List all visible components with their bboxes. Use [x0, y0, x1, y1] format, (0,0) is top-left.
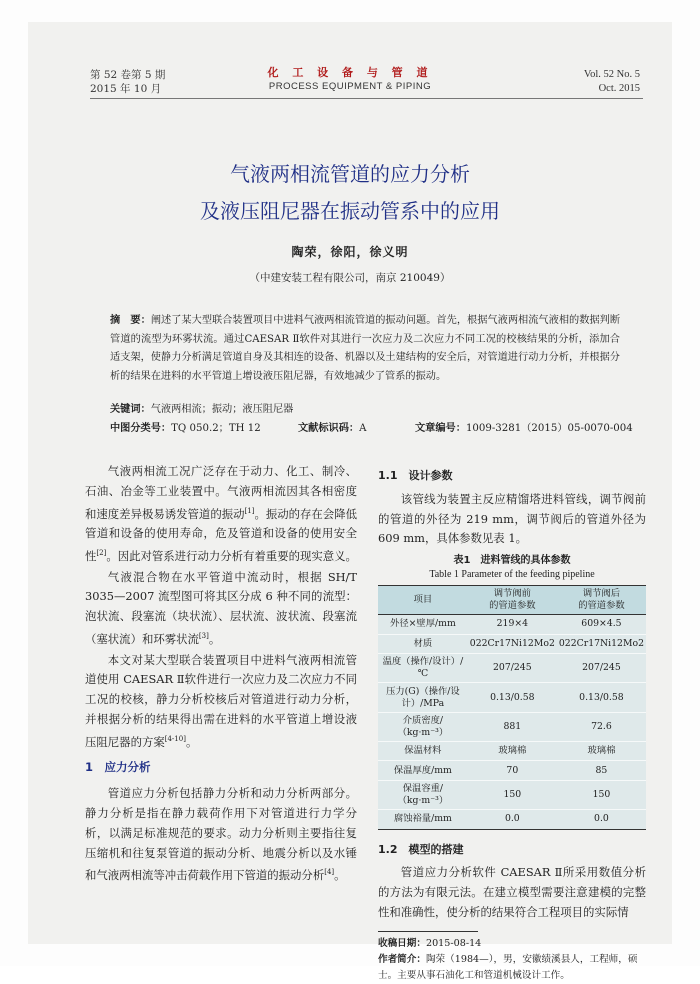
paragraph-stress-analysis [85, 784, 357, 886]
table-cell: 85 [557, 761, 646, 780]
paragraph-model: 管道应力分析软件 CAESAR Ⅱ所采用数值分析的方法为有限元法。在建立模型需要注意建模的完整性和准确性，使分析的结果符合工程项目的实际情 [378, 865, 646, 919]
table-cell: 207/245 [468, 653, 557, 682]
table-cell: 保温容重/（kg·m⁻³） [378, 780, 468, 809]
section-heading-1: 1 应力分析 [85, 760, 151, 775]
table-row [378, 615, 646, 634]
table-cell: 022Cr17Ni12Mo2 [468, 634, 557, 653]
table-cell: 材质 [378, 634, 468, 653]
header-volume-en [584, 68, 640, 96]
clc-value: TQ 050.2；TH 12 [171, 423, 261, 434]
citation: [3] [198, 631, 209, 640]
table-cell: 0.0 [557, 810, 646, 829]
table-cell: 保温材料 [378, 742, 468, 761]
footnote-divider [378, 931, 478, 932]
section-heading-1-1: 1.1 设计参数 [378, 469, 453, 482]
table-cell: 外径×壁厚/mm [378, 615, 468, 634]
affiliation: （中建安装工程有限公司，南京 210049） [249, 272, 451, 284]
text-run: 气液混合物在水平管道中流动时，根据 SH/T 3035—2007 流型图可将其区分成 6 种不同的流型：泡状流、段塞流（块状流）、层状流、波状流、段塞流（塞状流）和环雾状流 [85, 569, 357, 646]
section-heading-1-2: 1.2 模型的搭建 [378, 842, 464, 856]
table-header-before-valve: 调节阀前 的管道参数 [468, 586, 557, 615]
header-divider [90, 98, 643, 99]
art-label: 文章编号： [415, 423, 466, 434]
footnote-author [378, 952, 646, 984]
table-cell: 72.6 [557, 712, 646, 741]
doc-code [298, 419, 366, 434]
table-caption-en: Table 1 Parameter of the feeding pipeline [429, 569, 595, 581]
keywords [110, 400, 293, 415]
citation: [4] [324, 868, 335, 877]
text-run: 。 [208, 631, 221, 646]
paragraph-intro-3 [85, 651, 357, 753]
table-row [378, 810, 646, 829]
table-row [378, 634, 646, 653]
citation: [4-10] [164, 734, 186, 743]
volume-cn: 第 52 卷第 5 期 [90, 69, 166, 81]
paragraph-intro-2 [85, 568, 357, 650]
journal-title-en: PROCESS EQUIPMENT & PIPING [268, 81, 432, 92]
abstract-label: 摘 要： [110, 315, 151, 326]
table-cell: 介质密度/（kg·m⁻³） [378, 712, 468, 741]
table-caption [378, 554, 646, 582]
table-cell: 881 [468, 712, 557, 741]
table-header-row [378, 586, 646, 615]
table-cell: 150 [468, 780, 557, 809]
text-run: 。 [185, 734, 198, 749]
received-label: 收稿日期： [378, 937, 426, 949]
article-number [415, 419, 633, 434]
table-cell: 保温厚度/mm [378, 761, 468, 780]
text-run: 气液两相流工况广泛存在于动力、化工、制冷、石油、冶金等工业装置中。气液两相流因其各相密度和速度差异极易诱发管道的振动 [85, 464, 357, 521]
parameter-table [378, 585, 646, 829]
table-cell: 022Cr17Ni12Mo2 [557, 634, 646, 653]
table-row [378, 742, 646, 761]
date-en: Oct. 2015 [598, 83, 640, 94]
clc-label: 中图分类号： [110, 423, 172, 434]
clc-number [110, 419, 261, 434]
left-column [85, 462, 357, 887]
table-cell: 150 [557, 780, 646, 809]
table-row [378, 653, 646, 682]
text-run: 管道应力分析包括静力分析和动力分析两部分。静力分析是指在静力载荷作用下对管道进行力学分析，以满足标准规范的要求。动力分析则主要指往复压缩机和往复泵管道的振动分析、地震分析以及水锤和气液两相流等冲击荷载作用下管道的振动分析 [85, 786, 357, 883]
journal-title-cn: 化 工 设 备 与 管 道 [267, 66, 433, 79]
paper-title-line1: 气液两相流管道的应力分析 [230, 162, 470, 186]
table-row [378, 712, 646, 741]
right-column [378, 466, 646, 984]
keywords-label: 关键词： [110, 404, 151, 415]
doc-label: 文献标识码： [298, 423, 360, 434]
paragraph-intro-1 [85, 462, 357, 567]
keywords-text: 气液两相流；振动；液压阻尼器 [150, 404, 294, 415]
table-row [378, 780, 646, 809]
citation: [1] [244, 506, 255, 515]
doc-value: A [359, 423, 367, 434]
table-cell: 腐蚀裕量/mm [378, 810, 468, 829]
table-row [378, 683, 646, 712]
table-header-item: 项目 [378, 586, 468, 615]
volume-en: Vol. 52 No. 5 [583, 69, 640, 80]
table-cell: 219×4 [468, 615, 557, 634]
table-cell: 温度（操作/设计）/℃ [378, 653, 468, 682]
table-cell: 0.0 [468, 810, 557, 829]
footnote-received [378, 936, 646, 952]
table-caption-cn: 表1 进料管线的具体参数 [453, 555, 571, 567]
table-cell: 玻璃棉 [468, 742, 557, 761]
table-cell: 0.13/0.58 [557, 683, 646, 712]
table-cell: 70 [468, 761, 557, 780]
table-cell: 609×4.5 [557, 615, 646, 634]
received-date: 2015-08-14 [425, 937, 482, 949]
text-run: 。 [334, 868, 346, 883]
paper-title-line2: 及液压阻尼器在振动管系中的应用 [200, 199, 500, 223]
table-cell: 玻璃棉 [557, 742, 646, 761]
abstract-text: 阐述了某大型联合装置项目中进料气液两相流管道的振动问题。首先，根据气液两相流气液相的数据判断管道的流型为环雾状流。通过CAESAR Ⅱ软件对其进行一次应力及二次应力不同工况的校核结果的分析，添加合适支架，使静力分析满足管道自身及其相连的设备、机器以及土建结构的安全后，对管道进行动力分析，并根据分析的结果在进料的水平管道上增设液压阻尼器，有效地减少了管系的振动。 [110, 315, 621, 382]
table-cell: 0.13/0.58 [468, 683, 557, 712]
date-cn: 2015 年 10 月 [90, 83, 162, 95]
table-row [378, 761, 646, 780]
art-value: 1009-3281（2015）05-0070-004 [465, 423, 633, 434]
author-bio-label: 作者简介： [378, 953, 426, 965]
author-bio-text: 陶荣（1984—），男，安徽绩溪县人，工程师，硕士。主要从事石油化工和管道机械设计工作。 [378, 953, 638, 981]
authors: 陶荣，徐阳，徐义明 [291, 245, 409, 259]
table-header-after-valve: 调节阀后 的管道参数 [557, 586, 646, 615]
paragraph-design-params: 该管线为装置主反应精馏塔进料管线，调节阀前的管道的外径为 219 mm，调节阀后的管道外径为 609 mm，具体参数见表 1。 [378, 491, 646, 546]
citation: [2] [96, 548, 107, 557]
table-cell: 压力(G)（操作/设计）/MPa [378, 683, 468, 712]
table-cell: 207/245 [557, 653, 646, 682]
text-run: 本文对某大型联合装置项目中进料气液两相流管道使用 CAESAR Ⅱ软件进行一次应力及二次应力不同工况的校核，静力分析校核后对管道进行动力分析，并根据分析的结果得出需在进料的水平管道上增设液压阻尼器的方案 [85, 652, 357, 749]
text-run: 。因此对管系进行动力分析有着重要的现实意义。 [106, 548, 357, 563]
abstract [110, 312, 620, 386]
text-run: 。振动的存在会降低管道和设备的使用寿命，危及管道和设备的使用安全性 [85, 506, 357, 563]
